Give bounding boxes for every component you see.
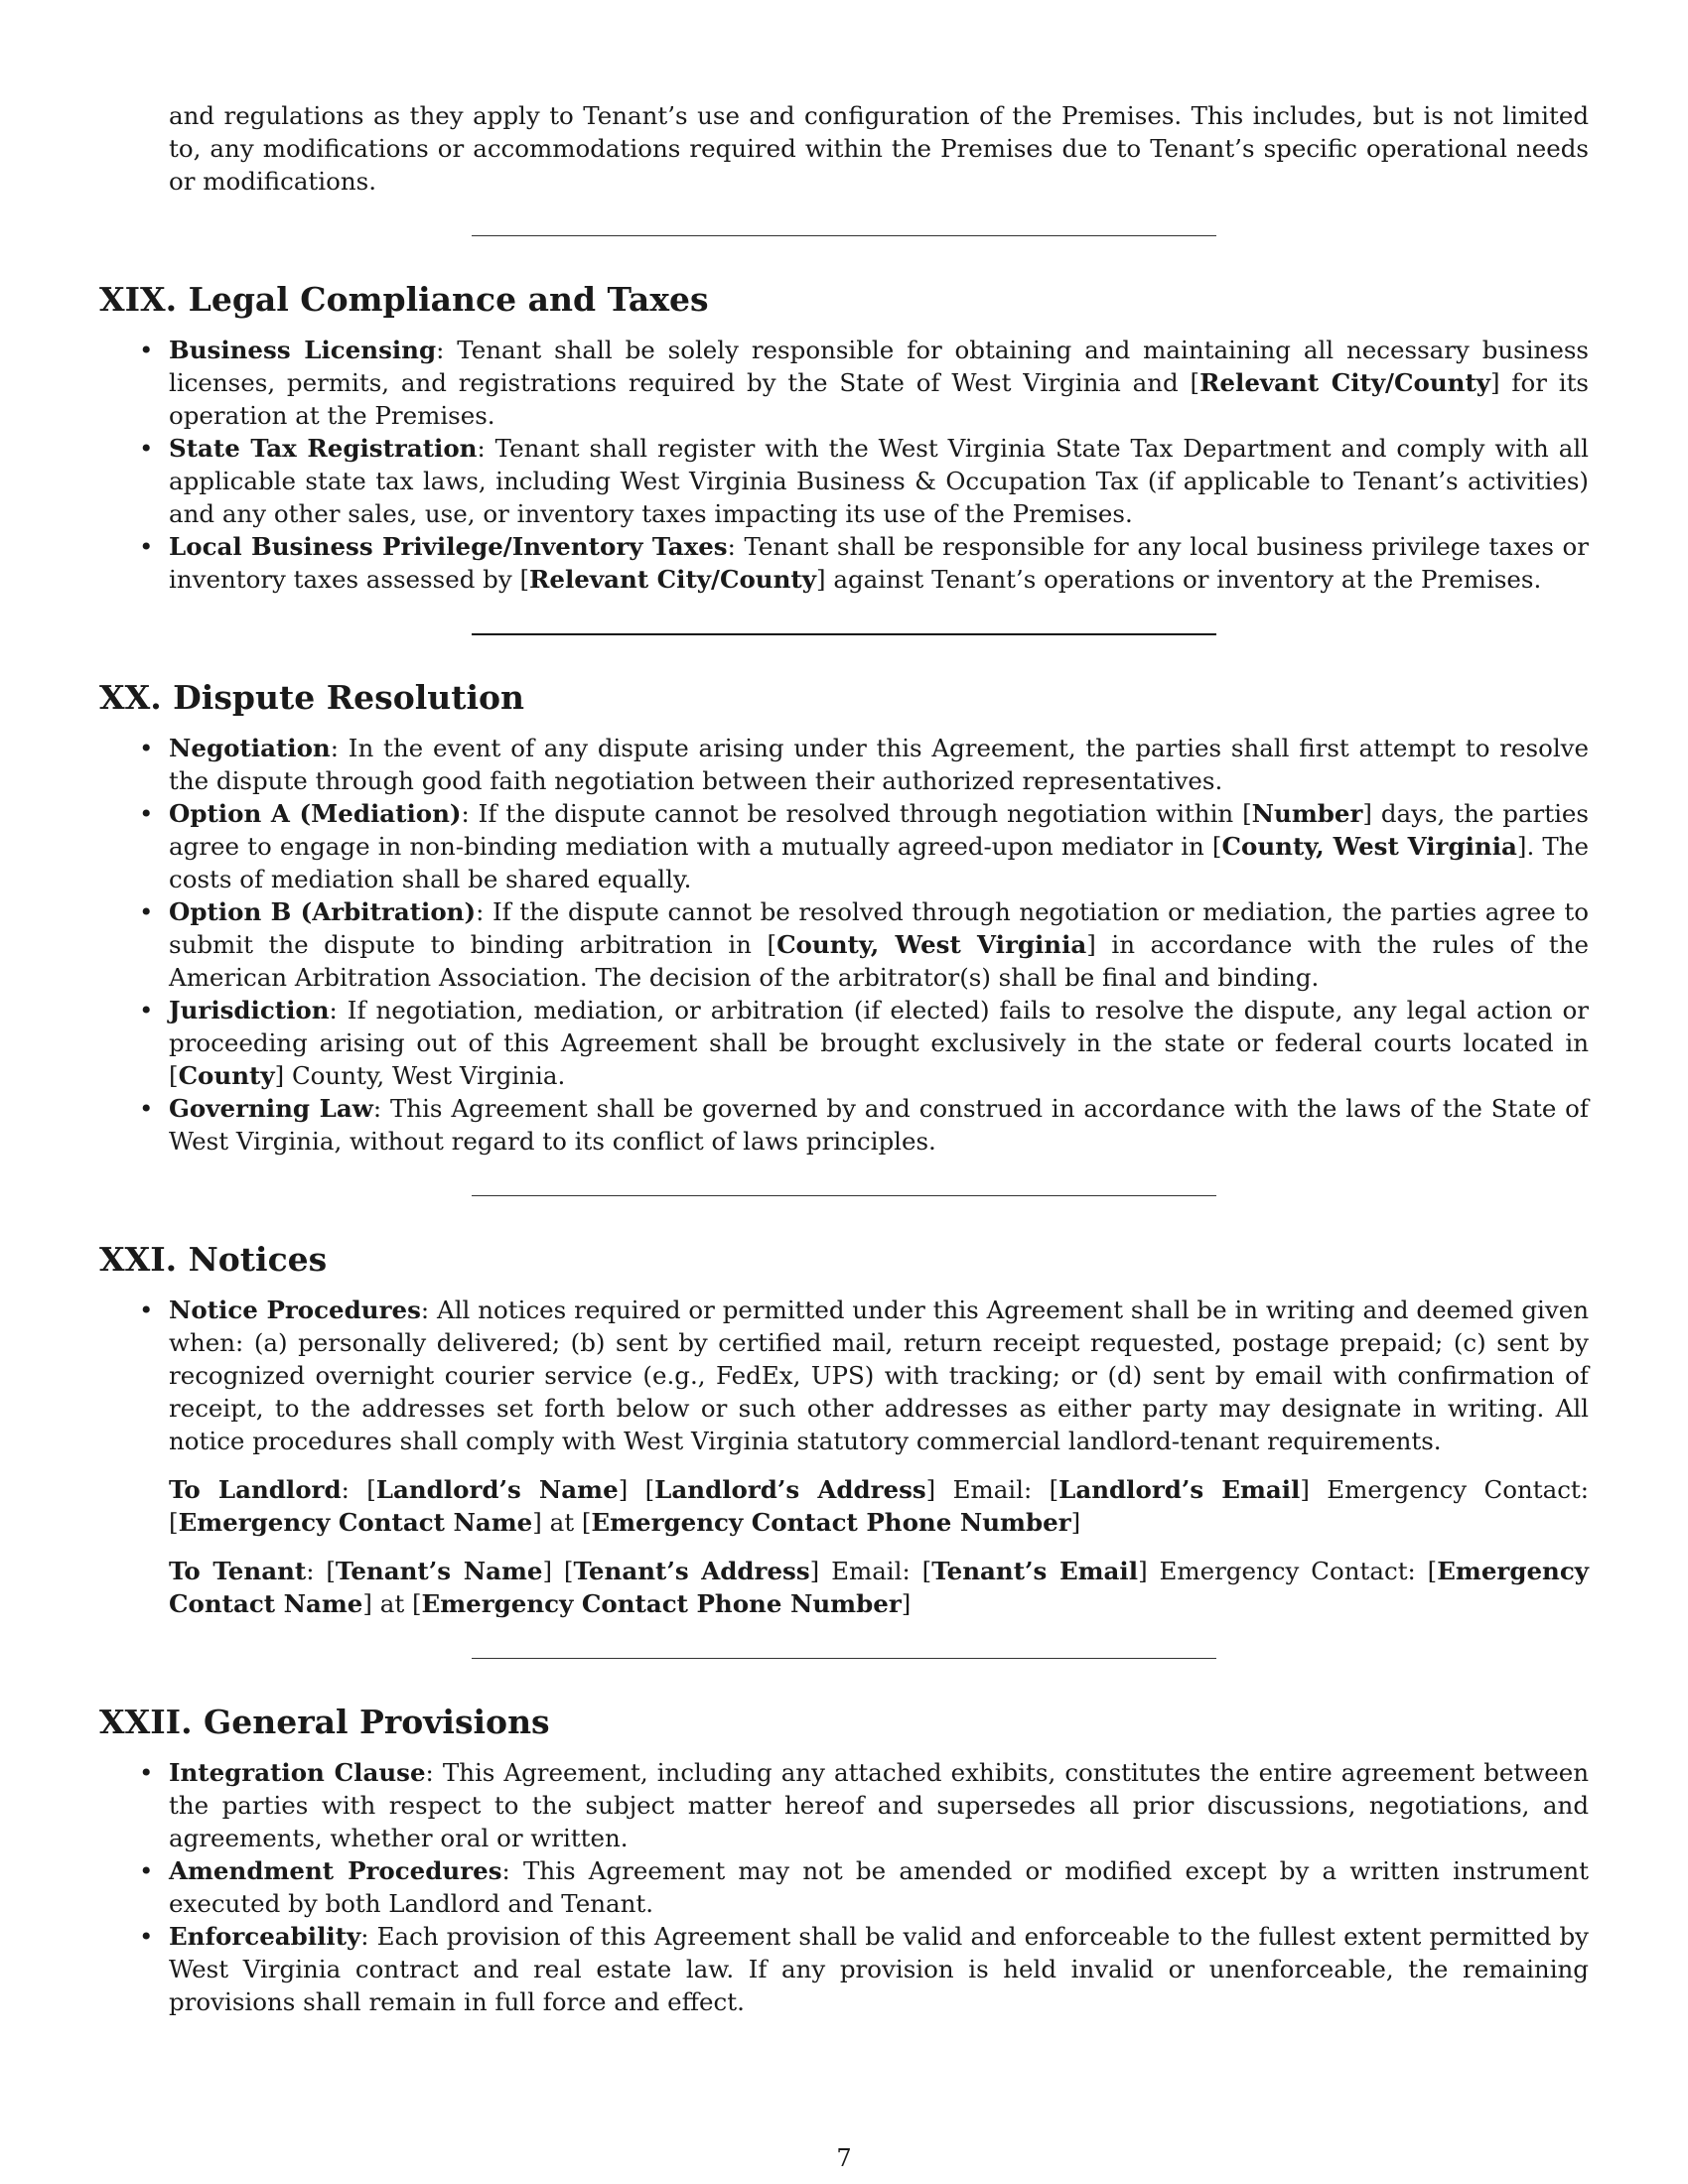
text-fragment: ] Emergency Contact: [ (1138, 1557, 1438, 1585)
placeholder-field: Tenant’s Address (573, 1557, 810, 1585)
placeholder-field: Tenant’s Email (931, 1557, 1139, 1585)
text-fragment: ] Emergency Contact: [ (169, 1475, 1590, 1537)
placeholder-field: Emergency Contact Phone Number (591, 1508, 1071, 1537)
text-fragment: ] [ (618, 1475, 655, 1504)
document-page (99, 99, 1589, 2018)
text-fragment: ] Email: [ (925, 1475, 1059, 1504)
bullet-list (99, 334, 1589, 596)
item-text: : Tenant shall be responsible for any local business privilege taxes or inventory taxes assessed by [ (169, 532, 1589, 594)
item-label: Option B (Arbitration) (169, 897, 477, 926)
list-item (169, 732, 1589, 797)
item-label: Notice Procedures (169, 1296, 421, 1324)
list-item (169, 334, 1589, 432)
item-text: ] days, the parties agree to engage in non-binding mediation with a mutually agreed-upon mediator in [ (169, 799, 1590, 861)
bullet-list (99, 1756, 1589, 2018)
item-label: Negotiation (169, 734, 331, 762)
item-text: ] against Tenant’s operations or inventory at the Premises. (816, 565, 1542, 594)
item-label: Option A (Mediation) (169, 799, 462, 828)
placeholder-field: Emergency Contact Name (169, 1557, 1590, 1618)
section-heading: XXII. General Provisions (99, 1703, 550, 1741)
section-general-provisions (99, 1703, 1589, 2018)
item-label: Jurisdiction (169, 996, 330, 1024)
list-item (169, 994, 1589, 1092)
placeholder-field: Relevant City/County (529, 565, 816, 594)
bullet-list (99, 732, 1589, 1158)
item-label: Local Business Privilege/Inventory Taxes (169, 532, 728, 561)
item-label: Governing Law (169, 1094, 373, 1123)
text-fragment: ] (901, 1589, 912, 1618)
placeholder-field: County, West Virginia (1221, 832, 1517, 861)
text-fragment: ] at [ (362, 1589, 422, 1618)
placeholder-field: Landlord’s Address (654, 1475, 926, 1504)
item-text: : In the event of any dispute arising under this Agreement, the parties shall first attempt to resolve the dispute through good faith negotiation between their authorized representatives. (169, 734, 1589, 795)
item-text: ] County, West Virginia. (274, 1061, 566, 1090)
list-item (169, 1294, 1589, 1457)
item-text: : If the dispute cannot be resolved through negotiation or mediation, the parties agree to submit the dispute to binding arbitration in [ (169, 897, 1589, 959)
item-text: : This Agreement shall be governed by and construed in accordance with the laws of the State of West Virginia, without regard to its conflict of laws principles. (169, 1094, 1589, 1156)
party-label: To Tenant (169, 1557, 307, 1585)
section-heading: XX. Dispute Resolution (99, 678, 525, 717)
party-label: To Landlord (169, 1475, 342, 1504)
tenant-notice-address (99, 1555, 1589, 1620)
section-divider (99, 1658, 1589, 1659)
placeholder-field: Tenant’s Name (335, 1557, 543, 1585)
list-item (169, 797, 1589, 895)
placeholder-field: Number (1251, 799, 1363, 828)
section-heading: XXI. Notices (99, 1240, 328, 1279)
list-item (169, 530, 1589, 596)
text-fragment: ] (1070, 1508, 1081, 1537)
list-item (169, 1092, 1589, 1158)
text-fragment: ] at [ (532, 1508, 592, 1537)
text-fragment: ] Email: [ (809, 1557, 932, 1585)
landlord-notice-address (99, 1473, 1589, 1539)
placeholder-field: Emergency Contact Phone Number (421, 1589, 902, 1618)
item-text: : This Agreement, including any attached exhibits, constitutes the entire agreement between the parties with respect to the subject matter hereof and supersedes all prior discussions, negotiations, and agreements, whether oral or written. (169, 1758, 1589, 1852)
item-label: Integration Clause (169, 1758, 426, 1787)
section-divider (99, 633, 1589, 634)
text-fragment: : [ (341, 1475, 376, 1504)
item-label: Enforceability (169, 1922, 361, 1951)
section-heading: XIX. Legal Compliance and Taxes (99, 280, 709, 319)
item-text: : Tenant shall be solely responsible for obtaining and maintaining all necessary business licenses, permits, and registrations required by the State of West Virginia and [ (169, 336, 1589, 397)
placeholder-field: Landlord’s Email (1058, 1475, 1301, 1504)
placeholder-field: Landlord’s Name (375, 1475, 619, 1504)
list-item (169, 895, 1589, 994)
item-text: ]. The costs of mediation shall be shared equally. (169, 832, 1589, 893)
item-text: : Tenant shall register with the West Virginia State Tax Department and comply with all applicable state tax laws, including West Virginia Business & Occupation Tax (if applicable to Tenant’s activities) and any other sales, use, or inventory taxes impacting its use of the Premises. (169, 434, 1589, 528)
bullet-list (99, 1294, 1589, 1457)
placeholder-field: Emergency Contact Name (178, 1508, 533, 1537)
item-label: Amendment Procedures (169, 1856, 502, 1885)
item-label: Business Licensing (169, 336, 437, 364)
item-text: : This Agreement may not be amended or modified except by a written instrument executed by both Landlord and Tenant. (169, 1856, 1589, 1918)
section-divider (99, 1195, 1589, 1196)
section-dispute-resolution (99, 678, 1589, 1158)
section-notices (99, 1240, 1589, 1620)
placeholder-field: County, West Virginia (776, 930, 1087, 959)
item-text: : All notices required or permitted under this Agreement shall be in writing and deemed given when: (a) personally delivered; (b) sent by certified mail, return receipt requested, postage prepaid; (c) sent by recognized overnight courier service (e.g., FedEx, UPS) with tracking; or (d) sent by email with confirmation of receipt, to the addresses set forth below or such other addresses as either party may designate in writing. All notice procedures shall comply with West Virginia statutory commercial landlord-tenant requirements. (169, 1296, 1589, 1455)
item-text: ] in accordance with the rules of the American Arbitration Association. The decision of the arbitrator(s) shall be final and binding. (169, 930, 1589, 992)
section-legal-compliance (99, 280, 1589, 596)
placeholder-field: Relevant City/County (1199, 368, 1491, 397)
page-number: 7 (836, 2144, 852, 2172)
list-item (169, 1920, 1589, 2018)
list-item (169, 432, 1589, 530)
list-item (169, 1756, 1589, 1854)
intro-paragraph: and regulations as they apply to Tenant’s use and configuration of the Premises. This includes, but is not limited to, any modifications or accommodations required within the Premises due to Tenant’s specific operational needs or modifications. (169, 101, 1589, 196)
list-item (169, 1854, 1589, 1920)
section-divider (99, 235, 1589, 236)
item-text: ] for its operation at the Premises. (169, 368, 1589, 430)
text-fragment: : [ (306, 1557, 336, 1585)
placeholder-field: County (178, 1061, 275, 1090)
item-text: : Each provision of this Agreement shall be valid and enforceable to the fullest extent permitted by West Virginia contract and real estate law. If any provision is held invalid or unenforceable, the remaining provisions shall remain in full force and effect. (169, 1922, 1589, 2016)
item-text: : If the dispute cannot be resolved through negotiation within [ (461, 799, 1252, 828)
item-text: : If negotiation, mediation, or arbitration (if elected) fails to resolve the dispute, any legal action or proceeding arising out of this Agreement shall be brought exclusively in the state or federal courts located in [ (169, 996, 1589, 1090)
text-fragment: ] [ (542, 1557, 574, 1585)
item-label: State Tax Registration (169, 434, 478, 463)
